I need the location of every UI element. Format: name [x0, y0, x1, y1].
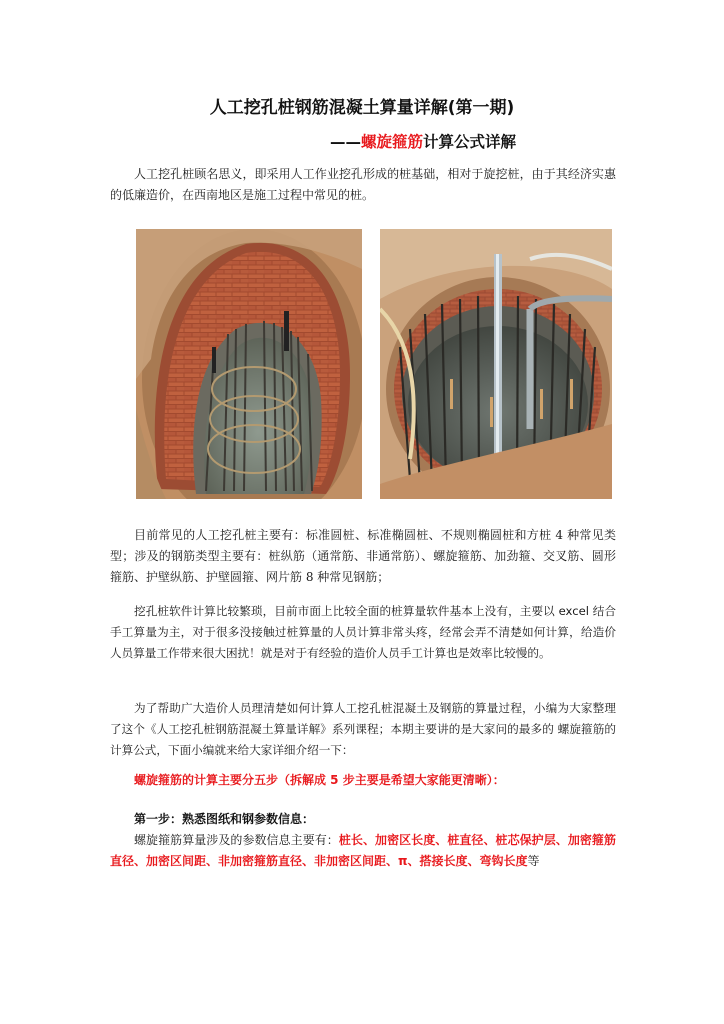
step1-parameter-list: 桩长、加密区长度、桩直径、桩芯保护层、加密箍筋直径、加密区间距、非加密箍筋直径、非加密区间距、π、搭接长度、弯钩长度: [110, 833, 616, 868]
subtitle-dash: ——: [330, 133, 361, 151]
step1-lead: 螺旋箍筋算量涉及的参数信息主要有：: [134, 833, 339, 847]
software-paragraph: 挖孔桩软件计算比较繁琐，目前市面上比较全面的桩算量软件基本上没有，主要以 excel 结合手工算量为主，对于很多没接触过桩算量的人员计算非常头疼，经常会弄不清楚如何计算，给造价人员算量工作带来很大困扰！就是对于有经验的造价人员手工计算也是效率比较慢的。: [110, 604, 616, 660]
subtitle-highlight: 螺旋箍筋: [361, 133, 424, 151]
pile-photo-left: [136, 229, 362, 499]
page-title: 人工挖孔桩钢筋混凝土算量详解(第一期): [209, 98, 515, 118]
step1-heading: 第一步：熟悉图纸和钢参数信息：: [134, 812, 315, 826]
pile-photo-right-image: [380, 229, 612, 499]
step1-paragraph: [110, 830, 616, 872]
subtitle-rest: 计算公式详解: [423, 133, 517, 151]
step1-tail: 等: [527, 854, 540, 868]
intro-paragraph: 人工挖孔桩顾名思义，即采用人工作业挖孔形成的桩基础，相对于旋挖桩，由于其经济实惠的低廉造价，在西南地区是施工过程中常见的桩。: [110, 167, 616, 202]
help-paragraph: 为了帮助广大造价人员理清楚如何计算人工挖孔桩混凝土及钢筋的算量过程，小编为大家整理了这个《人工挖孔桩钢筋混凝土算量详解》系列课程；本期主要讲的是大家问的最多的 螺旋箍筋的计算公式，下面小编就来给大家详细介绍一下：: [110, 701, 616, 757]
pile-photo-right: [380, 229, 612, 499]
page-subtitle: [330, 130, 516, 152]
pile-photo-left-image: [136, 229, 362, 499]
pile-types-paragraph: 目前常见的人工挖孔桩主要有：标准圆桩、标准椭圆桩、不规则椭圆桩和方桩 4 种常见类型；涉及的钢筋类型主要有：桩纵筋（通常筋、非通常筋）、螺旋箍筋、加劲箍、交叉筋、圆形箍筋、护壁纵筋、护壁圆箍、网片筋 8 种常见钢筋；: [110, 528, 616, 584]
steps-heading: 螺旋箍筋的计算主要分五步（拆解成 5 步主要是希望大家能更清晰）：: [134, 773, 505, 787]
